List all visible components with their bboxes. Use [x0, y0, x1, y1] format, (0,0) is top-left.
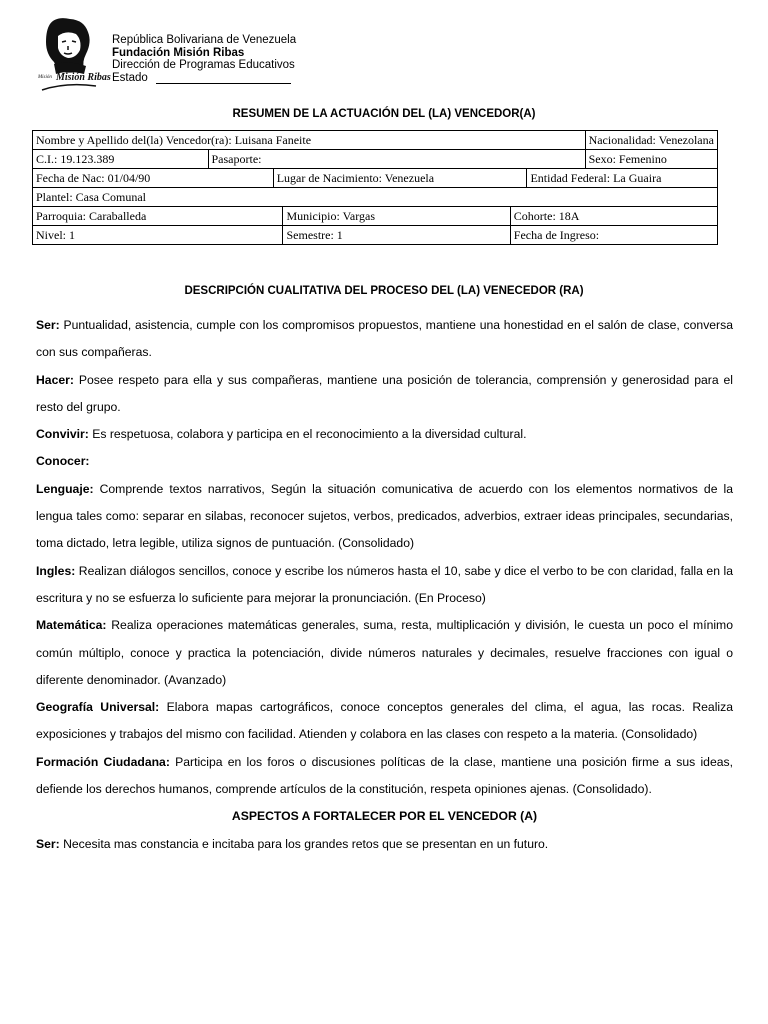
letterhead — [36, 14, 336, 94]
fecha-nac-cell: Fecha de Nac: 01/04/90 — [33, 169, 274, 188]
entidad-cell: Entidad Federal: La Guaira — [527, 169, 718, 188]
item-ingles: Ingles: Realizan diálogos sencillos, conoce y escribe los números hasta el 10, sabe y dice el verbo to be con claridad, falla en la escritura y no se esfuerza lo suficiente para mejorar la pronunciación. (En Proceso) — [36, 563, 733, 605]
direction-line: Dirección de Programas Educativos — [112, 59, 295, 71]
institution-lines — [112, 34, 296, 84]
item-matematica: Matemática: Realiza operaciones matemáticas generales, suma, resta, multiplicación y división, le cuesta un poco el mínimo común múltiplo, conoce y practica la potenciación, divide números naturales y decimales, resuelve fracciones con igual o diferente denominador. (Avanzado) — [36, 618, 733, 687]
item-geografia: Geografía Universal: Elabora mapas cartográficos, conoce conceptos generales del clima, el agua, las rocas. Realiza exposiciones y trabajos del mismo con facilidad. Atienden y colabora en las clases con respeto a la materia. (Consolidado) — [36, 700, 733, 742]
municipio-cell: Municipio: Vargas — [283, 207, 510, 226]
item-formacion-ciudadana: Formación Ciudadana: Participa en los foros o discusiones políticas de la clase, mantiene una posición firme a sus ideas, defiende los derechos humanos, comprende artículos de la constitución, respeta opiniones ajenas. (Consolidado). — [36, 754, 733, 797]
ci-cell: C.I.: 19.123.389 — [33, 150, 209, 169]
pasaporte-cell: Pasaporte: — [208, 150, 585, 169]
evaluation-body — [36, 312, 733, 858]
fecha-ingreso-cell: Fecha de Ingreso: — [510, 226, 717, 245]
item-convivir: Convivir: Es respetuosa, colabora y participa en el reconocimiento a la diversidad cultural. — [36, 427, 527, 442]
cohorte-cell: Cohorte: 18A — [510, 207, 717, 226]
plantel-cell: Plantel: Casa Comunal — [33, 188, 718, 207]
estado-line-row — [112, 72, 296, 85]
aspectos-title: ASPECTOS A FORTALECER POR EL VENCEDOR (A) — [231, 809, 538, 824]
item-lenguaje: Lenguaje: Comprende textos narrativos, Según la situación comunicativa de acuerdo con los elementos normativos de la lengua tales como: separar en silabas, reconocer sujetos, verbos, predicados, adverbios, extraer ideas principales, secundarias, toma dictado, letra legible, utiliza signos de puntuación. (Consolidado) — [36, 481, 733, 551]
semestre-cell: Semestre: 1 — [283, 226, 510, 245]
document-title: RESUMEN DE LA ACTUACIÓN DEL (LA) VENCEDOR(A) — [232, 108, 536, 120]
nacionalidad-cell: Nacionalidad: Venezolana — [585, 131, 717, 150]
lugar-nac-cell: Lugar de Nacimiento: Venezuela — [273, 169, 527, 188]
descripcion-title: DESCRIPCIÓN CUALITATIVA DEL PROCESO DEL (LA) VENECEDOR (RA) — [184, 285, 584, 297]
nombre-cell: Nombre y Apellido del(la) Vencedor(ra): Luisana Faneite — [33, 131, 586, 150]
republic-line: República Bolivariana de Venezuela — [112, 34, 297, 46]
sexo-cell: Sexo: Femenino — [585, 150, 717, 169]
svg-text:Misión: Misión — [38, 75, 52, 80]
logo-wordmark: Misión Ribas — [56, 72, 111, 83]
estado-blank — [156, 74, 291, 84]
item-ser: Ser: Puntualidad, asistencia, cumple con los compromisos propuestos, mantiene una honestidad en el salón de clase, conversa con sus compañeras. — [36, 318, 733, 360]
aspecto-ser: Ser: Necesita mas constancia e incitaba para los grandes retos que se presentan en un futuro. — [36, 836, 549, 851]
foundation-line: Fundación Misión Ribas — [112, 46, 245, 59]
estado-label: Estado — [112, 71, 148, 84]
mision-ribas-logo — [36, 16, 111, 92]
item-hacer: Hacer: Posee respeto para ella y sus compañeras, mantiene una posición de tolerancia, comprensión y generosidad para el resto del grupo. — [36, 372, 733, 414]
student-info-table — [32, 130, 718, 245]
parroquia-cell: Parroquia: Caraballeda — [33, 207, 283, 226]
item-conocer: Conocer: — [36, 454, 90, 469]
nivel-cell: Nivel: 1 — [33, 226, 283, 245]
